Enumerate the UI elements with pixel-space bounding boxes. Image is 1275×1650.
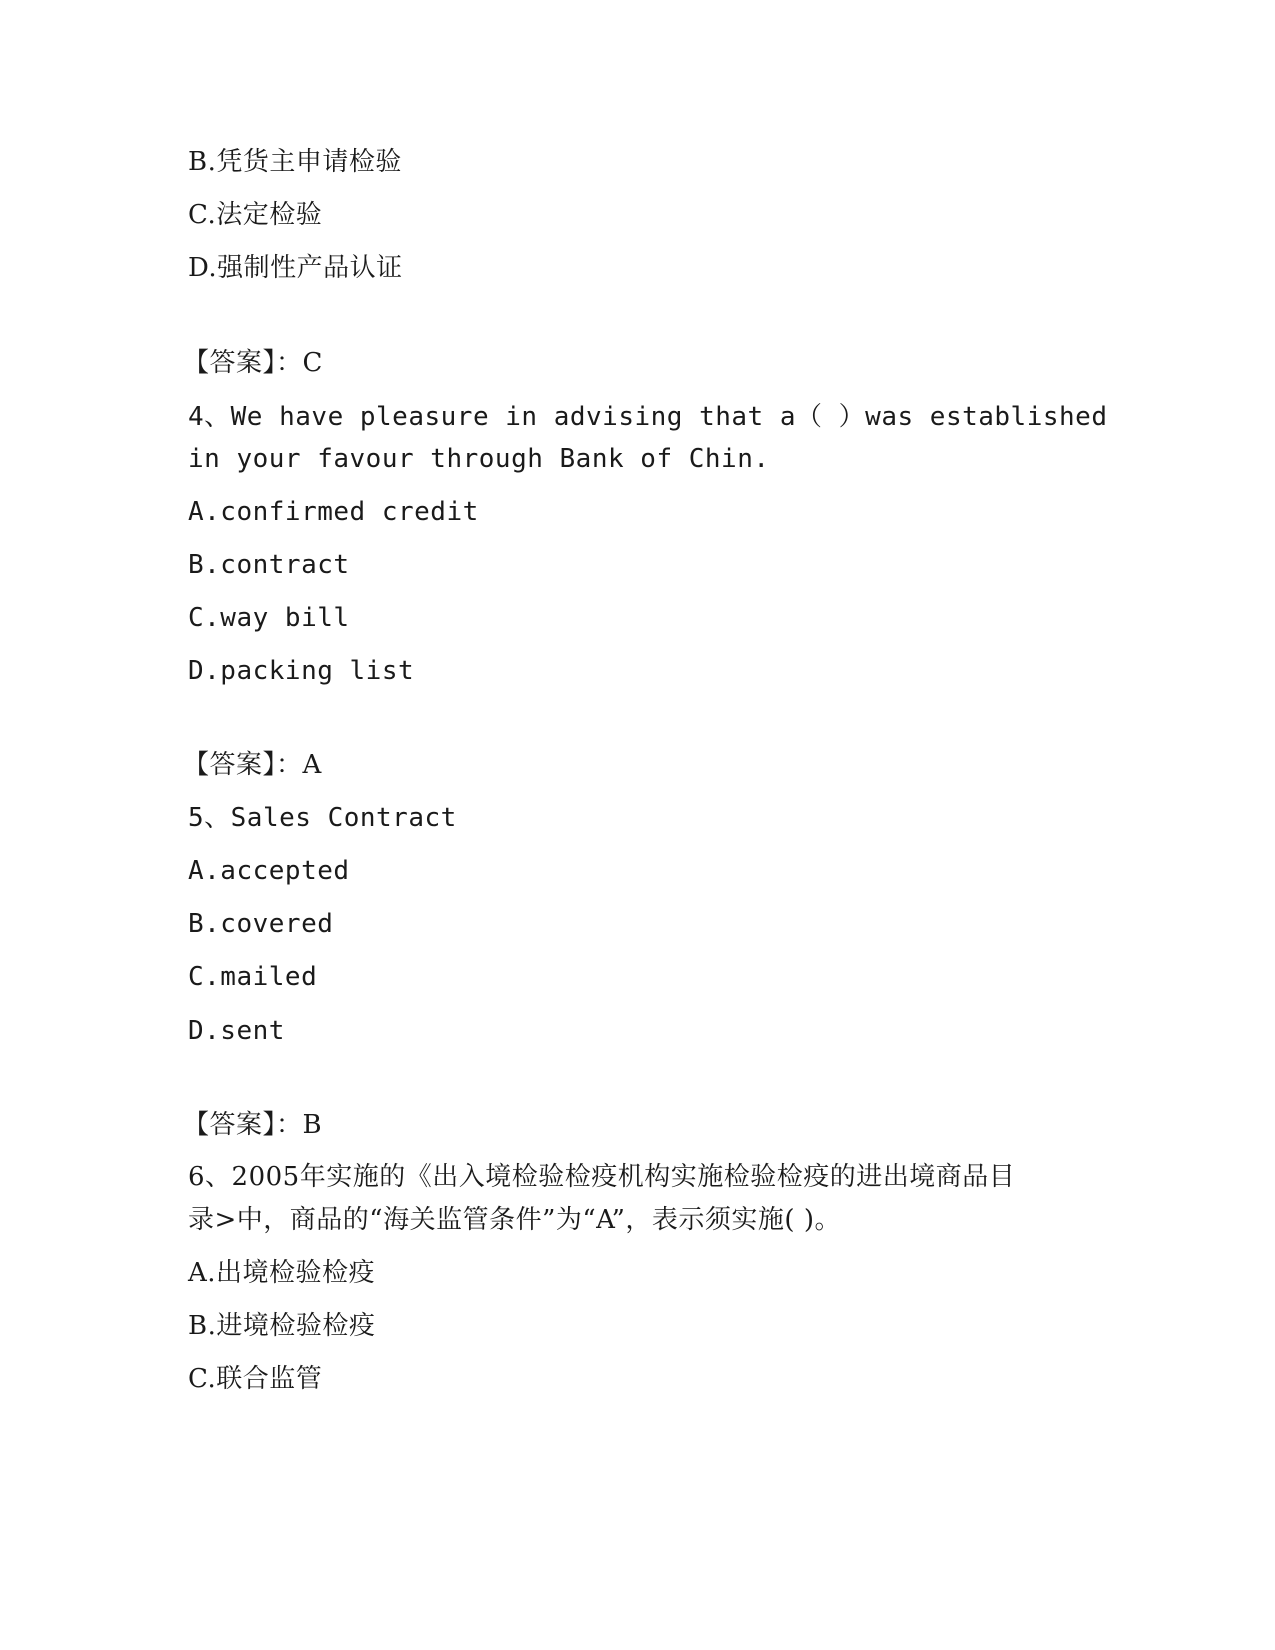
q5-answer: 【答案】：B [183,1110,323,1140]
q5-option-a: A.accepted [188,856,350,886]
q5-option-d: D.sent [188,1016,285,1046]
q6-option-b: B.进境检验检疫 [188,1311,376,1341]
q5-stem: 5、Sales Contract [188,803,457,833]
q6-option-c: C.联合监管 [188,1364,323,1394]
q3-option-d: D.强制性产品认证 [188,253,403,283]
q6-option-a: A.出境检验检疫 [188,1258,376,1288]
q4-option-d: D.packing list [188,656,415,686]
q6-stem-line1: 6、2005年实施的《出入境检验检疫机构实施检验检疫的进出境商品目 [188,1162,1016,1192]
q4-option-b: B.contract [188,550,350,580]
q4-option-c: C.way bill [188,603,350,633]
q4-option-a: A.confirmed credit [188,497,479,527]
q5-option-b: B.covered [188,909,334,939]
q3-option-b: B.凭货主申请检验 [188,147,402,177]
q4-answer: 【答案】：A [183,750,322,780]
q6-stem-line2: 录>中，商品的“海关监管条件”为“A”，表示须实施( )。 [188,1205,841,1235]
q3-option-c: C.法定检验 [188,200,323,230]
q4-stem-line1: 4、We have pleasure in advising that a（ ）was established [188,402,1108,432]
q5-option-c: C.mailed [188,962,318,992]
q4-stem-line2: in your favour through Bank of Chin. [188,444,770,474]
q3-answer: 【答案】：C [183,348,323,378]
